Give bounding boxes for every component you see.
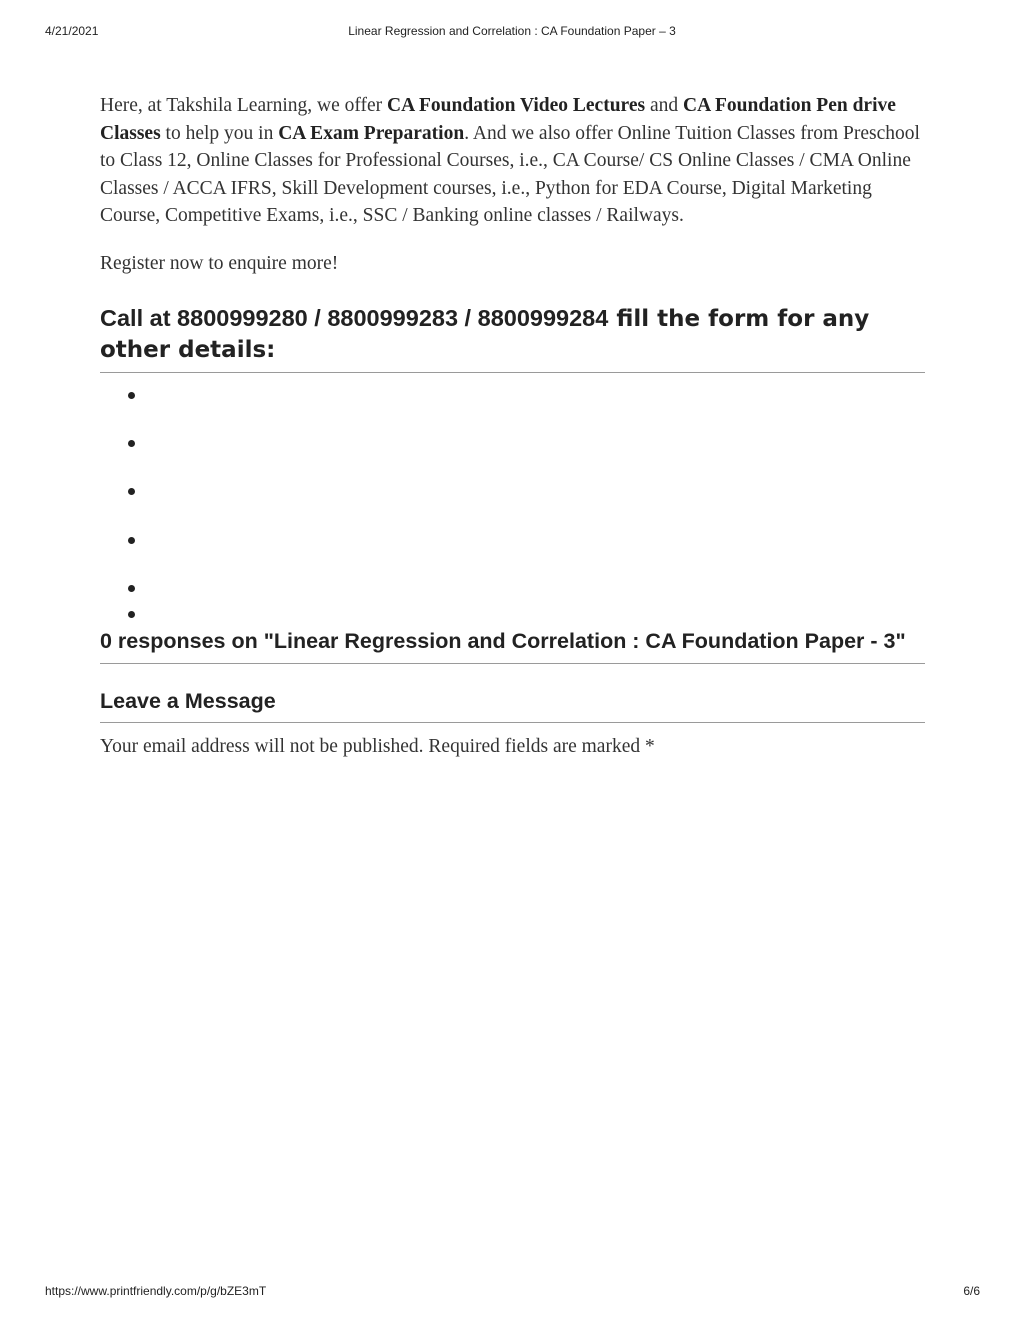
list-item — [128, 488, 135, 495]
list-item — [128, 440, 135, 447]
print-footer — [0, 1284, 1024, 1300]
list-item — [128, 392, 135, 399]
phone-numbers: Call at 8800999280 / 8800999283 / 8800999284 — [100, 304, 609, 331]
list-item — [128, 611, 135, 618]
list-item — [128, 537, 135, 544]
responses-heading: 0 responses on "Linear Regression and Correlation : CA Foundation Paper - 3" — [100, 628, 925, 664]
intro-text-2: and — [645, 95, 683, 116]
form-field-list — [100, 373, 925, 628]
page-number: 6/6 — [963, 1284, 980, 1298]
intro-text-1: Here, at Takshila Learning, we offer — [100, 95, 388, 116]
call-heading — [100, 303, 925, 373]
print-date: 4/21/2021 — [45, 24, 99, 38]
print-title: Linear Regression and Correlation : CA Foundation Paper – 3 — [348, 24, 676, 38]
source-url: https://www.printfriendly.com/p/g/bZE3mT — [45, 1284, 267, 1298]
intro-text-3: to help you in — [160, 122, 279, 144]
exam-preparation-highlight: CA Exam Preparation — [278, 122, 465, 144]
video-lectures-highlight: CA Foundation Video Lectures — [387, 95, 646, 116]
leave-message-heading: Leave a Message — [100, 688, 925, 723]
pen-drive-classes-highlight: CA Foundation Pen drive Classes — [100, 95, 896, 144]
print-header — [0, 24, 1024, 40]
list-item — [128, 585, 135, 592]
register-text: Register now to enquire more! — [100, 252, 339, 274]
article-content — [100, 92, 925, 760]
intro-paragraph — [100, 92, 925, 230]
intro-text-4: . And we also offer Online Tuition Classes from Preschool to Class 12, Online Classes for Professional Courses, i.e., CA Course/ CS Online Classes / CMA Online Classes / ACCA IFRS, Skill Development courses, i.e., Python for EDA Course, Digital Marketing Course, Competitive Exams, i.e., SSC / Banking online classes / Railways. — [100, 122, 920, 227]
email-note: Your email address will not be published. Required fields are marked * — [100, 735, 655, 757]
call-heading-rest: fill the form for any other details: — [100, 305, 870, 363]
